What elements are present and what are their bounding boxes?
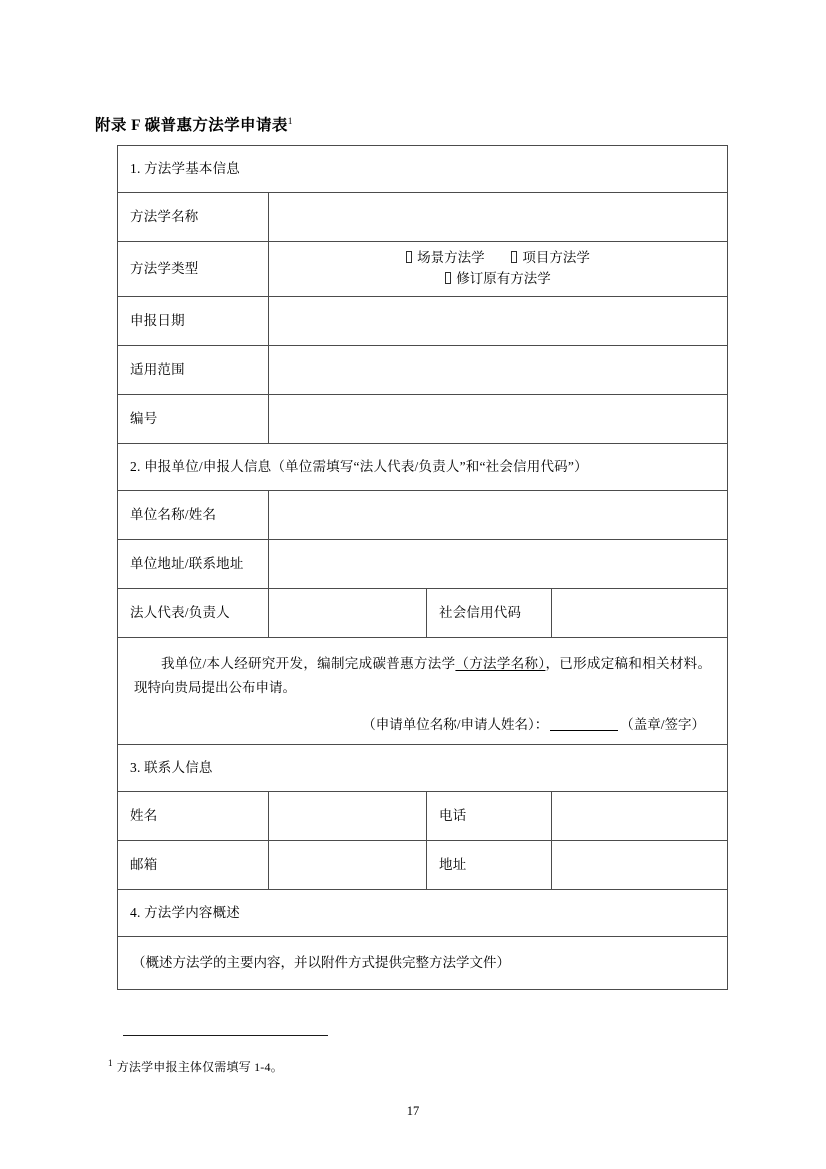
contact-name-label: 姓名: [130, 807, 158, 823]
section-2-heading: 2. 申报单位/申报人信息（单位需填写“法人代表/负责人”和“社会信用代码”）: [130, 458, 588, 474]
application-date-row: [118, 297, 728, 346]
section-4-note: （概述方法学的主要内容，并以附件方式提供完整方法学文件）: [132, 954, 510, 970]
declaration-text-after: ，已形成定稿和相关材料。现特向贵局提出公布申请。: [134, 656, 712, 695]
applicable-scope-label-cell: [118, 346, 269, 395]
methodology-name-label: 方法学名称: [130, 208, 199, 224]
application-form-table: [117, 145, 728, 990]
checkbox-option-scenario-label: 场景方法学: [417, 250, 485, 266]
checkbox-option-revise-existing-label: 修订原有方法学: [456, 271, 551, 286]
contact-name-label-cell: [118, 792, 269, 841]
signature-line: [134, 713, 711, 737]
unit-name-label-cell: [118, 491, 269, 540]
declaration-text-before: 我单位/本人经研究开发，编制完成碳普惠方法学: [161, 656, 456, 671]
application-date-label-cell: [118, 297, 269, 346]
declaration-paragraph: [134, 652, 711, 699]
footnote-text: 方法学申报主体仅需填写 1-4。: [116, 1060, 283, 1074]
legal-rep-label: 法人代表/负责人: [130, 604, 230, 620]
page-title: [95, 113, 293, 135]
serial-number-row: [118, 395, 728, 444]
footnote-separator: [123, 1035, 328, 1036]
checkbox-option-revise-existing[interactable]: [445, 269, 551, 290]
serial-number-label: 编号: [130, 410, 158, 426]
unit-address-row: [118, 540, 728, 589]
signature-blank[interactable]: [550, 730, 618, 731]
contact-phone-label-cell: [427, 792, 552, 841]
methodology-type-options-cell: [269, 242, 728, 297]
page-number: 17: [406, 1104, 420, 1118]
contact-address-label-cell: [427, 841, 552, 890]
unit-address-label: 单位地址/联系地址: [130, 555, 244, 571]
section-4-header-cell: [118, 890, 728, 937]
contact-name-phone-row: [118, 792, 728, 841]
unit-name-value-cell[interactable]: [269, 491, 728, 540]
methodology-type-label-cell: [118, 242, 269, 297]
checkbox-icon[interactable]: [406, 251, 412, 263]
section-1-heading: 1. 方法学基本信息: [130, 160, 240, 176]
section-2-header-row: [118, 444, 728, 491]
footnote-marker: 1: [108, 1058, 113, 1068]
contact-address-value-cell[interactable]: [552, 841, 728, 890]
credit-code-label: 社会信用代码: [439, 604, 522, 620]
contact-name-value-cell[interactable]: [269, 792, 427, 841]
section-2-header-cell: [118, 444, 728, 491]
declaration-cell: [118, 638, 728, 745]
section-3-header-cell: [118, 745, 728, 792]
section-4-note-cell[interactable]: [118, 937, 728, 990]
methodology-type-options-line-1: [269, 248, 727, 269]
credit-code-label-cell: [427, 589, 552, 638]
declaration-row: [118, 638, 728, 745]
signature-label: （申请单位名称/申请人姓名）：: [362, 717, 549, 733]
methodology-name-value-cell[interactable]: [269, 193, 728, 242]
section-3-heading: 3. 联系人信息: [130, 759, 213, 775]
unit-address-label-cell: [118, 540, 269, 589]
contact-phone-value-cell[interactable]: [552, 792, 728, 841]
declaration-block: [118, 638, 727, 737]
contact-phone-label: 电话: [439, 807, 467, 823]
legal-rep-credit-code-row: [118, 589, 728, 638]
methodology-name-label-cell: [118, 193, 269, 242]
applicable-scope-label: 适用范围: [130, 361, 185, 377]
application-date-value-cell[interactable]: [269, 297, 728, 346]
applicable-scope-value-cell[interactable]: [269, 346, 728, 395]
title-footnote-marker: 1: [287, 116, 293, 127]
contact-email-value-cell[interactable]: [269, 841, 427, 890]
unit-address-value-cell[interactable]: [269, 540, 728, 589]
methodology-type-row: [118, 242, 728, 297]
contact-email-label: 邮箱: [130, 856, 158, 872]
legal-rep-value-cell[interactable]: [269, 589, 427, 638]
methodology-name-row: [118, 193, 728, 242]
section-1-header-cell: [118, 146, 728, 193]
contact-address-label: 地址: [439, 856, 467, 872]
checkbox-option-project[interactable]: [511, 248, 590, 269]
contact-email-address-row: [118, 841, 728, 890]
credit-code-value-cell[interactable]: [552, 589, 728, 638]
methodology-type-options-line-2: [269, 269, 727, 290]
signature-suffix: （盖章/签字）: [620, 717, 705, 733]
unit-name-row: [118, 491, 728, 540]
methodology-type-label: 方法学类型: [130, 260, 199, 276]
applicable-scope-row: [118, 346, 728, 395]
page-title-text: 附录 F 碳普惠方法学申请表: [95, 117, 288, 134]
section-1-header-row: [118, 146, 728, 193]
section-4-note-row: [118, 937, 728, 990]
checkbox-icon[interactable]: [511, 251, 517, 263]
methodology-type-options: [269, 244, 727, 294]
checkbox-option-scenario[interactable]: [406, 248, 485, 269]
serial-number-value-cell[interactable]: [269, 395, 728, 444]
footnote: [108, 1058, 283, 1075]
checkbox-option-project-label: 项目方法学: [522, 250, 590, 266]
section-4-heading: 4. 方法学内容概述: [130, 904, 240, 920]
contact-email-label-cell: [118, 841, 269, 890]
checkbox-icon[interactable]: [445, 272, 451, 284]
unit-name-label: 单位名称/姓名: [130, 506, 217, 522]
declaration-underlined-blank[interactable]: （方法学名称）: [455, 656, 546, 671]
application-date-label: 申报日期: [130, 312, 185, 328]
legal-rep-label-cell: [118, 589, 269, 638]
section-4-header-row: [118, 890, 728, 937]
serial-number-label-cell: [118, 395, 269, 444]
section-3-header-row: [118, 745, 728, 792]
